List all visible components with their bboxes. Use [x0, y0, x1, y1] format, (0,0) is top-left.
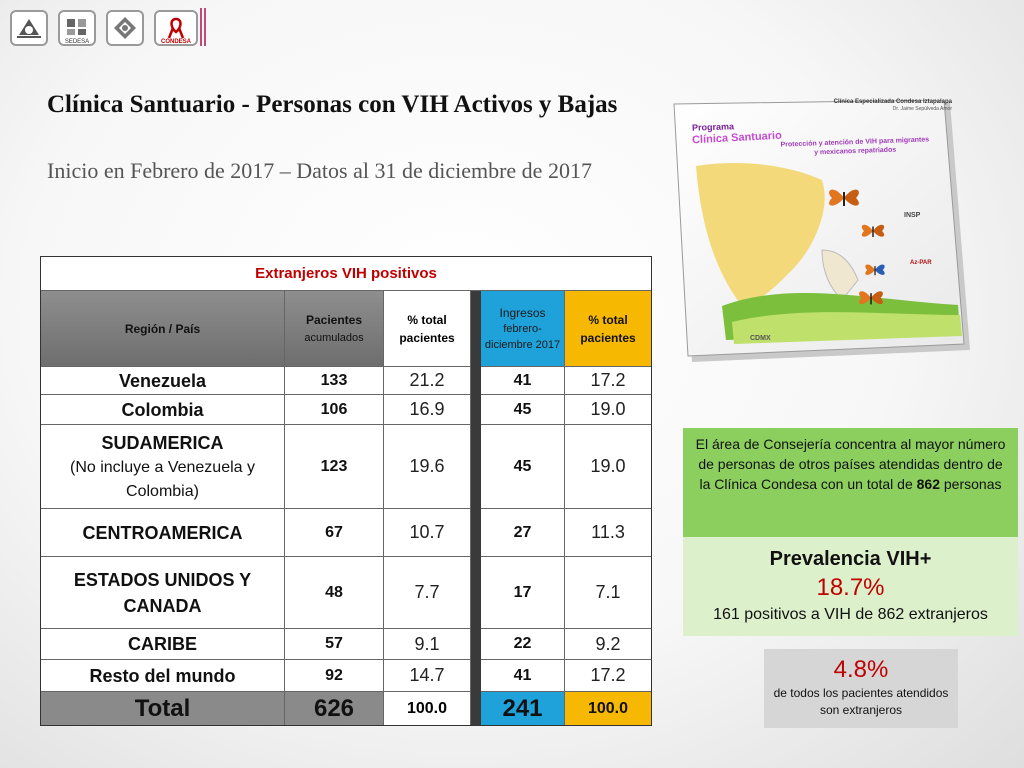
page-subtitle: Inicio en Febrero de 2017 – Datos al 31 de diciembre de 2017 [47, 158, 592, 183]
header-pacientes [285, 291, 384, 367]
header-logos [10, 8, 198, 48]
brochure-program-name: Clínica Santuario [691, 129, 783, 147]
foreign-share-note: de todos los pacientes atendidos son extranjeros [773, 686, 949, 717]
header-region [41, 291, 285, 367]
prevalence-value: 18.7% [816, 574, 885, 601]
header-pct-total-2 [565, 291, 651, 367]
header-pacientes-sub: acumulados [304, 331, 364, 344]
table-row-region: Colombia [41, 395, 285, 425]
table-cell-pct1: 16.9 [384, 395, 471, 425]
brochure-tagline: Protección y atención de VIH para migrantes y mexicanos repatriados [780, 136, 930, 157]
table-cell-pct2: 17.2 [565, 660, 651, 692]
condesa-icon [154, 10, 198, 46]
header-pacientes-label: Pacientes [305, 312, 363, 327]
sedesa-caption: SEDESA [64, 39, 90, 45]
header-ingresos [481, 291, 565, 367]
table-row-region [41, 425, 285, 509]
table-cell-pct1: 10.7 [384, 509, 471, 557]
table-cell-pacientes: 133 [285, 367, 384, 395]
brochure-institution: Clínica Especializada Condesa Iztapalapa [833, 99, 952, 105]
prevalence-note: 161 positivos a VIH de 862 extranjeros [713, 606, 988, 623]
table-cell-pct2: 11.3 [565, 509, 651, 557]
table-cell-ingresos: 22 [481, 629, 565, 660]
table-title: Extranjeros VIH positivos [41, 257, 651, 291]
table-cell-pacientes: 106 [285, 395, 384, 425]
header-accent-bar [200, 8, 206, 46]
clinica-logo-icon [106, 10, 144, 46]
brochure-city: CDMX [750, 335, 771, 342]
table-row-region: ESTADOS UNIDOS Y CANADA [41, 557, 285, 629]
header-pct-total-2-label: % total [588, 312, 628, 327]
header-pct-total-2-sub: pacientes [580, 330, 636, 345]
condesa-caption: CONDESA [160, 39, 191, 45]
table-row-region: Venezuela [41, 367, 285, 395]
brochure-director: Dr. Jaime Sepúlveda Amor [892, 106, 952, 112]
sedesa-icon [58, 10, 96, 46]
table-cell-pct1: 9.1 [384, 629, 471, 660]
butterfly-icon [862, 260, 888, 280]
table-cell-pct2: 19.0 [565, 425, 651, 509]
butterfly-icon [824, 184, 864, 212]
table-cell-pacientes: 92 [285, 660, 384, 692]
table-cell-pct1: 21.2 [384, 367, 471, 395]
table-cell-pct1: 7.7 [384, 557, 471, 629]
column-separator [471, 291, 481, 725]
table-cell-pct2: 17.2 [565, 367, 651, 395]
total-pct2: 100.0 [565, 692, 651, 725]
table-cell-pct2: 19.0 [565, 395, 651, 425]
total-label: Total [41, 692, 285, 725]
table-cell-pacientes: 67 [285, 509, 384, 557]
table-cell-ingresos: 45 [481, 425, 565, 509]
page-title: Clínica Santuario - Personas con VIH Activos y Bajas [47, 91, 618, 118]
counseling-info-box [683, 428, 1018, 636]
counseling-text [683, 428, 1018, 537]
table-cell-ingresos: 45 [481, 395, 565, 425]
gobierno-cdmx-icon [10, 10, 48, 46]
table-cell-pct2: 9.2 [565, 629, 651, 660]
header-ingresos-sub: febrero-diciembre 2017 [484, 322, 561, 351]
foreign-share-value: 4.8% [833, 656, 889, 683]
header-pct-total-1-sub: pacientes [399, 330, 455, 345]
table-row-region: Resto del mundo [41, 660, 285, 692]
prevalence-title: Prevalencia VIH+ [769, 548, 932, 570]
butterfly-icon [858, 220, 888, 242]
table-cell-pacientes: 123 [285, 425, 384, 509]
region-label: SUDAMERICA [101, 432, 224, 453]
total-pacientes: 626 [285, 692, 384, 725]
table-cell-pacientes: 48 [285, 557, 384, 629]
table-row-region: CENTROAMERICA [41, 509, 285, 557]
table-cell-ingresos: 17 [481, 557, 565, 629]
foreigners-table [40, 256, 652, 726]
table-cell-pct2: 7.1 [565, 557, 651, 629]
brochure-partner-2: Az-PAR [910, 260, 932, 266]
header-pct-total-1-label: % total [407, 312, 447, 327]
header-region-label: Región / País [124, 321, 201, 336]
header-ingresos-label: Ingresos [499, 305, 546, 320]
header-pct-total-1 [384, 291, 471, 367]
brochure-program: Programa [691, 121, 735, 133]
foreign-share-box [764, 649, 958, 728]
table-cell-pct1: 14.7 [384, 660, 471, 692]
counseling-text-1: El área de Consejería concentra al mayor número de personas de otros países atendidas dentro de la Clínica Condesa con un total de [695, 436, 1006, 492]
program-brochure-image [672, 100, 970, 362]
prevalence-panel [683, 537, 1018, 636]
region-note: (No incluye a Venezuela y Colombia) [70, 458, 255, 500]
counseling-total: 862 [916, 476, 940, 492]
total-pct1: 100.0 [384, 692, 471, 725]
table-cell-ingresos: 41 [481, 367, 565, 395]
table-cell-pacientes: 57 [285, 629, 384, 660]
table-cell-pct1: 19.6 [384, 425, 471, 509]
brochure-partner-1: INSP [904, 212, 921, 219]
counseling-text-2: personas [943, 476, 1002, 492]
table-row-region: CARIBE [41, 629, 285, 660]
table-cell-ingresos: 41 [481, 660, 565, 692]
table-cell-ingresos: 27 [481, 509, 565, 557]
butterfly-icon [855, 286, 887, 310]
total-ingresos: 241 [481, 692, 565, 725]
